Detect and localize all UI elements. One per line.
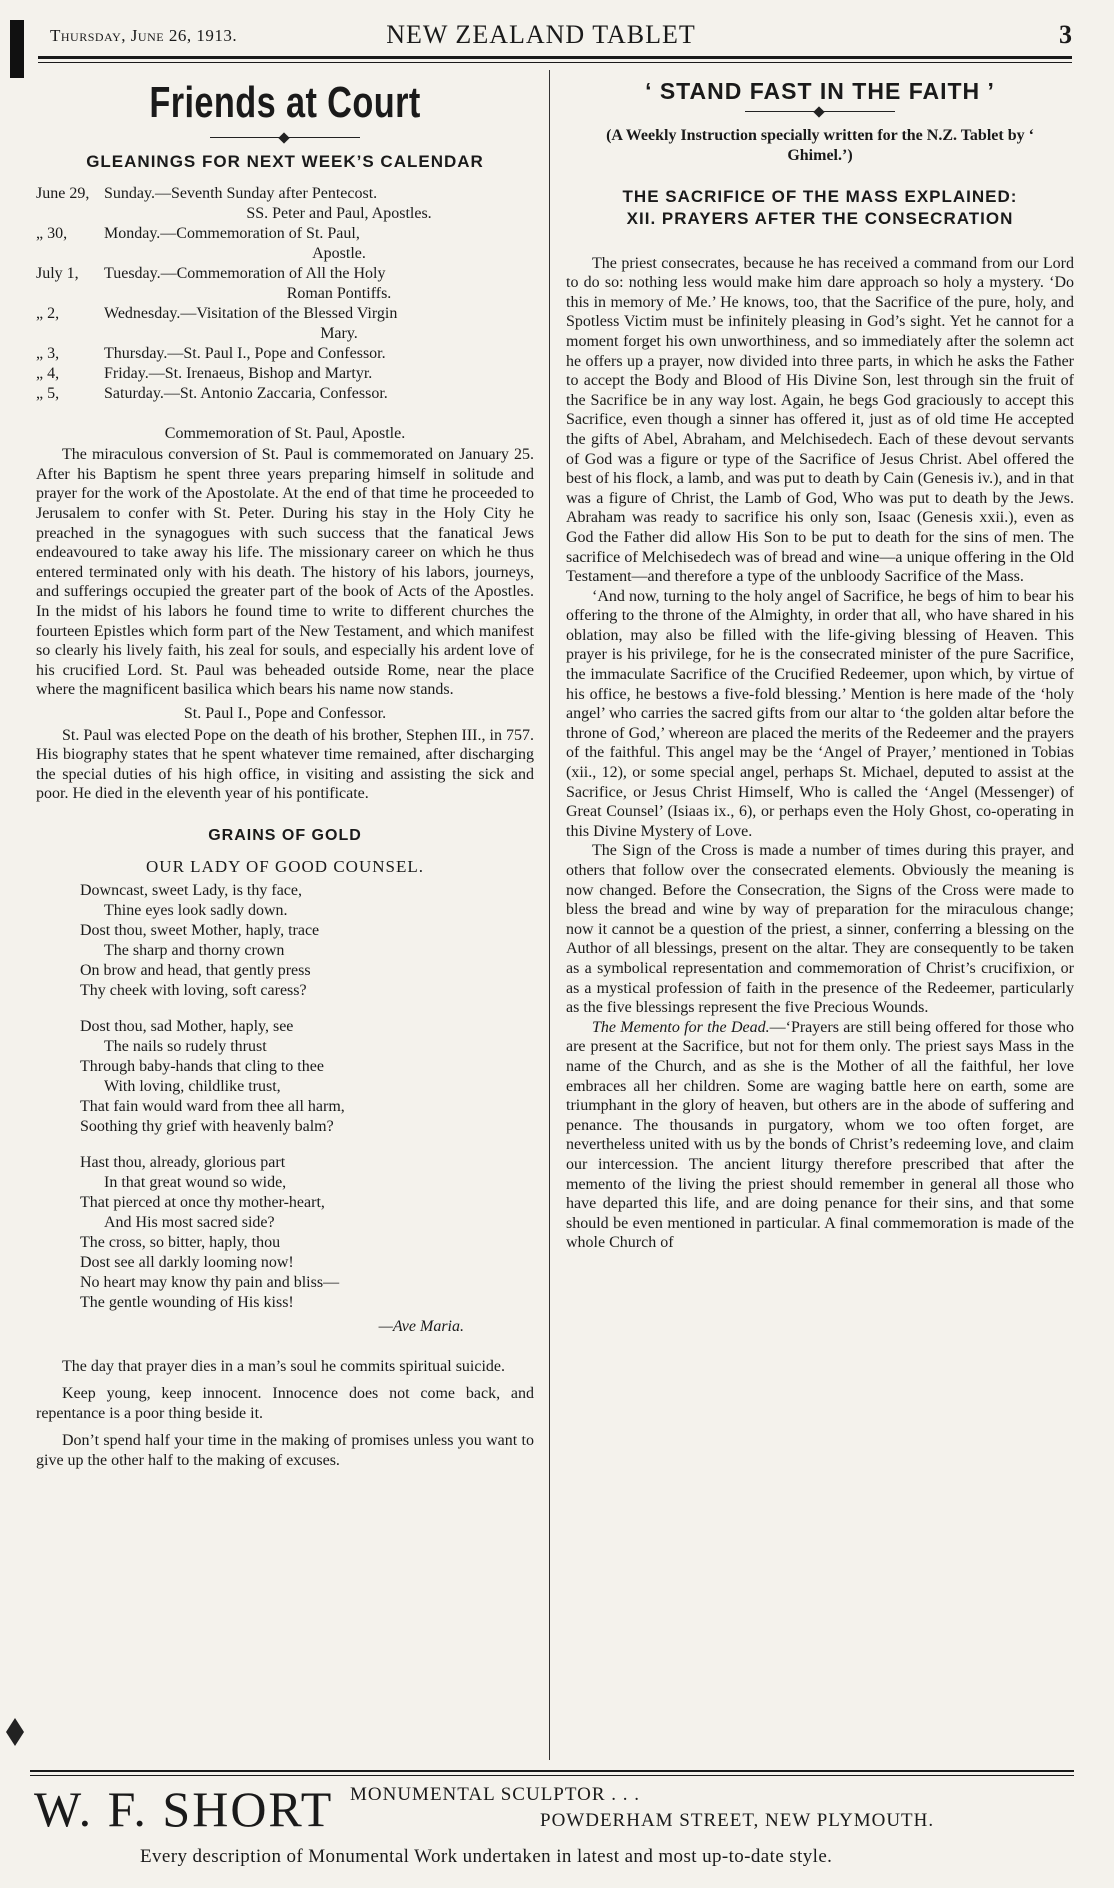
calendar-entry <box>36 184 534 224</box>
poem-line: In that great wound so wide, <box>104 1174 287 1192</box>
column-divider <box>549 70 550 1760</box>
pope-paul-body: St. Paul was elected Pope on the death of his brother, Stephen III., in 757. His biography states that he spent whatever time remained, after discharging the special duties of his high office, in visiting and assisting the sick and poor. He died in the eleventh year of his pontificate. <box>36 726 534 803</box>
calendar-date: „ 30, <box>36 224 68 242</box>
poem-line: The nails so rudely thrust <box>104 1038 267 1056</box>
right-column <box>566 72 1074 1253</box>
poem-stanza <box>36 1017 534 1137</box>
poem <box>36 857 534 1336</box>
body-paragraph: The priest consecrates, because he has received a command from our Lord to do so: nothing less would make him dare approach so holy a mystery. ‘Do this in memory of Me.’ He knows, too, that the Sacrifice of the pure, holy, and Spotless Victim must be infinitely pleasing in God’s sight. Yet he cannot for a moment forget his own unworthiness, and so immediately after the solemn act he offers up a prayer, now divided into three parts, in which he asks the Father to accept the Body and Blood of His Divine Son, lest through sin the fruit of the Sacrifice be in any way lost. Again, he begs God graciously to accept this Sacrifice, even though a sinner has offered it, just as of old time He accepted the gifts of Abel, Abraham, and Melchisedech. Each of these devout servants of God was a figure or type of the Sacrifice of Jesus Christ. Abel offered the best of his flock, a lamb, and was put to death by Cain (Genesis iv.), and in that was a figure of Christ, the Lamb of God, Who was put to death by the Jews. Abraham was ready to sacrifice his only son, Isaac (Genesis xxii.), even as God the Father did allow His Son to be put to death for the sins of men. The sacrifice of Melchisedech was of bread and wine—a unique offering in the Old Testament—and therefore a type of the unbloody Sacrifice of the Mass. <box>566 254 1074 586</box>
calendar-entry <box>36 264 534 304</box>
poem-attribution: —Ave Maria. <box>378 1318 464 1336</box>
calendar-text-cont: Apostle. <box>312 244 366 262</box>
calendar-date: July 1, <box>36 264 79 282</box>
st-paul-heading: Commemoration of St. Paul, Apostle. <box>164 424 406 442</box>
calendar-text: Friday.—St. Irenaeus, Bishop and Martyr. <box>104 364 373 382</box>
advert-service: MONUMENTAL SCULPTOR . . . <box>350 1784 641 1805</box>
grains-of-gold-heading: GRAINS OF GOLD <box>208 826 362 844</box>
poem-line: The gentle wounding of His kiss! <box>80 1294 294 1312</box>
memento-label: The Memento for the Dead. <box>592 1018 770 1036</box>
advert-note: Every description of Monumental Work undertaken in latest and most up-to-date style. <box>140 1846 833 1867</box>
advert-name: W. F. SHORT <box>34 1781 334 1837</box>
st-paul-body: The miraculous conversion of St. Paul is commemorated on January 25. After his Baptism he spent three years preparing himself in solitude and prayer for the work of the Apostolate. At the end of that time he proceeded to Jerusalem to confer with St. Peter. During his stay in the Holy City he preached in the synagogues with such success that the fanatical Jews endeavoured to take away his life. The missionary career on which he thus entered terminated only with his death. The history of his labors, journeys, and sufferings occupied the greater part of the book of Acts of the Apostles. In the midst of his labors he found time to write to different churches the fourteen Epistles which form part of the New Testament, and which manifest so clearly his lively faith, his zeal for souls, and especially his ardent love of his crucified Lord. St. Paul was beheaded outside Rome, near the place where the magnificent basilica which bears his name now stands. <box>36 446 534 699</box>
page-header <box>10 16 1072 58</box>
memento-text: —‘Prayers are still being offered for those who are present at the Sacrifice, but not for them only. The priest says Mass in the name of the Church, and as she is the Mother of all the faithful, her love embraces all her children. Some are waging battle here on earth, some are triumphant in the glory of heaven, but others are in the abode of suffering and penance. The thousands in purgatory, whom we too often forget, are nevertheless united with us by the bonds of Christ’s redeeming love, and claim our intercession. The ancient liturgy therefore prescribed that after the memento of the living the priest should remember in general all those who have departed this life, and are doing penance for their sins, and that some should be even mentioned in particular. A final commemoration is made of the whole Church of <box>566 1018 1075 1252</box>
poem-stanza <box>36 881 534 1001</box>
poem-line: Dost thou, sweet Mother, haply, trace <box>80 922 320 940</box>
calendar-text: Tuesday.—Commemoration of All the Holy <box>104 264 386 282</box>
header-rule-thin <box>38 62 1072 63</box>
advert-rule-thin <box>30 1775 1074 1776</box>
sacrifice-body <box>566 254 1074 1253</box>
poem-line: Dost see all darkly looming now! <box>80 1254 294 1272</box>
margin-ornament <box>6 1718 24 1746</box>
calendar-date: „ 2, <box>36 304 60 322</box>
advert-address: POWDERHAM STREET, NEW PLYMOUTH. <box>540 1810 935 1831</box>
poem-line: The cross, so bitter, haply, thou <box>80 1234 281 1252</box>
poem-line: Hast thou, already, glorious part <box>80 1154 286 1172</box>
poem-line: That pierced at once thy mother-heart, <box>80 1194 325 1212</box>
calendar-entry <box>36 364 534 384</box>
poem-line: With loving, childlike trust, <box>104 1078 281 1096</box>
calendar-entry-text <box>104 184 534 224</box>
poem-line: The sharp and thorny crown <box>104 942 285 960</box>
calendar-text-cont: Roman Pontiffs. <box>286 284 392 302</box>
pope-paul-heading: St. Paul I., Pope and Confessor. <box>183 704 387 722</box>
poem-stanza <box>36 1153 534 1313</box>
calendar-entry <box>36 304 534 344</box>
calendar-date: „ 3, <box>36 344 60 362</box>
calendar-date: „ 5, <box>36 384 60 402</box>
memento-paragraph <box>566 1018 1074 1253</box>
calendar-date: June 29, <box>36 184 90 202</box>
calendar-text: Thursday.—St. Paul I., Pope and Confessor. <box>104 344 386 362</box>
sacrifice-heading-line2: XII. PRAYERS AFTER THE CONSECRATION <box>626 208 1014 228</box>
calendar-entry-text <box>104 304 534 344</box>
calendar-entry <box>36 224 534 264</box>
calendar-date: „ 4, <box>36 364 60 382</box>
calendar-entry <box>36 344 534 364</box>
calendar-text: Monday.—Commemoration of St. Paul, <box>104 224 360 242</box>
instruction-subtitle: (A Weekly Instruction specially written for the N.Z. Tablet by ‘ Ghimel.’) <box>606 126 1034 164</box>
poem-line: On brow and head, that gently press <box>80 962 311 980</box>
calendar-text: Wednesday.—Visitation of the Blessed Virgin <box>104 304 398 322</box>
calendar-text-cont: SS. Peter and Paul, Apostles. <box>246 204 432 222</box>
body-paragraph: The Sign of the Cross is made a number of times during this prayer, and others that follow over the consecrated elements. Obviously the meaning is now changed. Before the Consecration, the Signs of the Cross were made to bless the bread and wine by way of preparation for the miraculous change; now it cannot be a question of the priest, a sinner, conferring a blessing on the Author of all blessings, present on the altar. They are consequently to be taken as a symbolical representation and commemoration of Christ’s crucifixion, or as a mystical profession of faith in the presence of the Redeemer, particularly as the five blessings represent the five Precious Wounds. <box>566 842 1074 1017</box>
poem-line: Soothing thy grief with heavenly balm? <box>80 1118 334 1136</box>
saying: Keep young, keep innocent. Innocence does not come back, and repentance is a poor thing beside it. <box>36 1385 534 1422</box>
left-column <box>36 72 534 1471</box>
poem-line: That fain would ward from thee all harm, <box>80 1098 345 1116</box>
poem-line: Dost thou, sad Mother, haply, see <box>80 1018 294 1036</box>
header-rule <box>38 56 1072 59</box>
poem-line: Downcast, sweet Lady, is thy face, <box>80 882 302 900</box>
calendar-text-cont: Mary. <box>320 324 358 342</box>
header-date: Thursday, June 26, 1913. <box>50 26 238 45</box>
title-ornament <box>210 134 360 142</box>
advertisement <box>30 1770 1074 1880</box>
poem-line: And His most sacred side? <box>104 1214 275 1232</box>
sacrifice-heading-line1: THE SACRIFICE OF THE MASS EXPLAINED: <box>622 186 1018 206</box>
header-title: NEW ZEALAND TABLET <box>386 20 696 49</box>
calendar-text: Saturday.—St. Antonio Zaccaria, Confessor. <box>104 384 388 402</box>
advert-rule <box>30 1770 1074 1772</box>
header-page-number: 3 <box>1059 20 1072 49</box>
poem-line: Through baby-hands that cling to thee <box>80 1058 324 1076</box>
body-paragraph: ‘And now, turning to the holy angel of Sacrifice, he begs of him to bear his offering to the throne of the Almighty, in order that all, who have shared in his oblation, may also be filled with the life-giving blessing of Heaven. This prayer is his privilege, for he is the consecrated minister of the pure Sacrifice, the immaculate Sacrifice of the Crucified Redeemer, upon which, by virtue of his office, he bestows a five-fold blessing.’ Mention is here made of the ‘holy angel’ who carries the sacred gifts from our altar to ‘the golden altar before the throne of God,’ whereon are placed the merits of the Redeemer and the prayers of the faithful. This angel may be the ‘Angel of Prayer,’ mentioned in Tobias (xii., 12), or some special angel, perhaps St. Michael, deputed to assist at the Sacrifice, or Jesus Christ Himself, Who is called the ‘Angel (Messenger) of Great Counsel’ (Isiaas ix., 6), or perhaps even the Holy Ghost, co-operating in this Divine Mystery of Love. <box>566 587 1074 840</box>
stand-fast-title: ‘ STAND FAST IN THE FAITH ’ <box>645 78 995 104</box>
calendar-entry-text <box>104 264 534 304</box>
calendar-text: Sunday.—Seventh Sunday after Pentecost. <box>104 184 378 202</box>
saying: The day that prayer dies in a man’s soul he commits spiritual suicide. <box>62 1357 506 1375</box>
calendar-entry-text <box>104 224 534 264</box>
poem-line: Thine eyes look sadly down. <box>104 902 288 920</box>
saying: Don’t spend half your time in the making of promises unless you want to give up the other half to the making of excuses. <box>36 1432 534 1470</box>
poem-line: Thy cheek with loving, soft caress? <box>80 982 307 1000</box>
poem-line: No heart may know thy pain and bliss— <box>80 1274 340 1292</box>
poem-title: OUR LADY OF GOOD COUNSEL. <box>146 857 424 877</box>
friends-at-court-title: Friends at Court <box>149 78 421 127</box>
sacrifice-heading <box>566 186 1074 230</box>
calendar-entry <box>36 384 534 404</box>
title-ornament <box>745 108 895 116</box>
calendar-list <box>36 184 534 404</box>
calendar-heading: GLEANINGS FOR NEXT WEEK’S CALENDAR <box>86 152 484 171</box>
